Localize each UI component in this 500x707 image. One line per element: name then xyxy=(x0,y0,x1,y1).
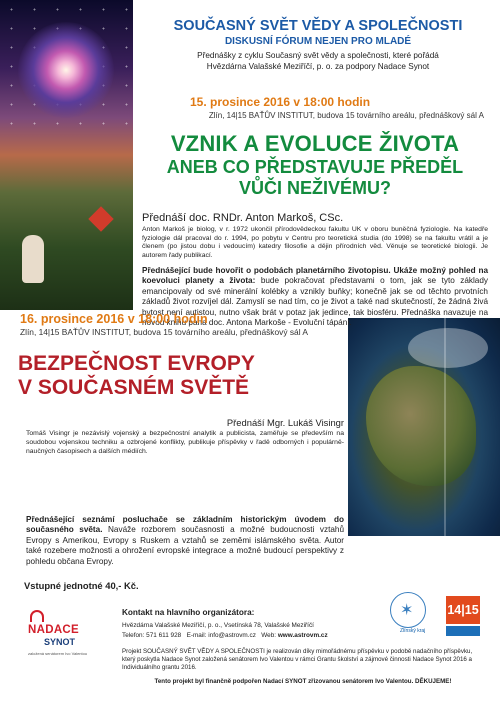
contact-phone: Telefon: 571 611 928 xyxy=(122,632,182,639)
talk1-speaker: Přednáší doc. RNDr. Anton Markoš, CSc. xyxy=(142,212,344,224)
logo-synot-tagline: založená senátorem Ivo Valentou xyxy=(28,651,88,656)
intro-line-1: Přednášky z cyklu Současný svět vědy a společnosti, které pořádá xyxy=(197,51,439,60)
intro-line-2: Hvězdárna Valašské Meziříčí, p. o. za podpory Nadace Synot xyxy=(206,62,430,71)
logo-nadace-text: NADACE xyxy=(28,624,79,636)
europe-satellite-image xyxy=(348,318,500,536)
talk1-title-line2: ANEB CO PŘEDSTAVUJE PŘEDĚL xyxy=(166,157,464,177)
contact-heading: Kontakt na hlavního organizátora: xyxy=(122,608,255,617)
talk2-abstract-body: Naváže rozborem současnosti a možné budoucnosti vztahů Evropy s Amerikou, Evropy s Ruskem a vztahů se zeměmi islámského světa. Autor také rozebere možnosti a ohrožení evropské integrace a možné budoucí perspektivy z pohledu občana Evropy. xyxy=(26,525,345,566)
galaxy-image xyxy=(18,22,114,118)
partner-logo-bar xyxy=(446,626,480,636)
entry-fee: Vstupné jednotné 40,- Kč. xyxy=(24,580,139,591)
talk1-title-line1: VZNIK A EVOLUCE ŽIVOTA xyxy=(170,131,460,156)
talk2-abstract-lead: Přednášející seznámí posluchače se základním historickým úvodem do současného světa. xyxy=(26,515,344,535)
series-subtitle: DISKUSNÍ FÓRUM NEJEN PRO MLADÉ xyxy=(224,36,412,47)
contact-line xyxy=(122,632,382,639)
nadace-arc-icon xyxy=(30,610,44,622)
contact-web-link[interactable]: www.astrovm.cz xyxy=(277,632,328,639)
talk1-abstract-body: bude pokračovat představami o tom, jak se tyto základy emancipovaly od své minerální kolébky a vznikly buňky; konečně jak se od těchto prvotních základů život rozvíjel dál. Zamyslí se nad tím, co je život a také nad skutečností, že žádná živá bytost není autistou, nutno však brát v potaz jak jedince, tak biosféru. Přednáška navazuje na novou knihu pana doc. Antona Markoše - Evoluční tápání. xyxy=(142,276,489,328)
talk1-speaker-bio: Anton Markoš je biolog, v r. 1972 ukončil přírodovědeckou fakultu UK v oboru buněčná fyziologie. Na katedře fyziologie dál pracoval do r. 1994, po pobytu v Centru pro teoretická studia (do 1998) se na fakultu vrátil a je členem (po jistou dobu i vedoucím) katedry filosofie a dějin přírodních věd. Věnuje se teoretické biologii. Je autorem řady publikací. xyxy=(142,226,488,259)
cloud-cover xyxy=(408,328,488,368)
footer-note: Projekt SOUČASNÝ SVĚT VĚDY A SPOLEČNOSTI je realizován díky mimořádnému příspěvku v podobě nadačního příspěvku, který poskytla Nadace Synot založená senátorem Ivo Valentou v rámci Grantu školství a zájmové činnosti Nadace Synot 2016 a Individuálního grantu 2016. xyxy=(122,648,473,672)
talk2-speaker-bio: Tomáš Visingr je nezávislý vojenský a bezpečnostní analytik a publicista, zaměřuje se především na soudobou vojenskou techniku a ozbrojené konflikty, publikuje příspěvky v řadě odborných i populárně-naučných časopisech a dalších médiích. xyxy=(26,430,344,455)
cover-image-child-with-kite xyxy=(0,0,133,310)
nadace-synot-logo xyxy=(24,610,96,662)
star-icon: ✶ xyxy=(400,602,414,619)
series-intro xyxy=(150,50,486,72)
europe-landmass xyxy=(366,366,476,486)
image-divider xyxy=(444,318,446,536)
talk1-date: 15. prosince 2016 v 18:00 hodin xyxy=(190,95,371,109)
talk2-abstract xyxy=(26,515,344,567)
child-figure xyxy=(22,235,44,283)
talk1-abstract-lead: Přednášející bude hovořit o podobách planetárního životopisu. Ukáže možný pohled na koevoluci planety a života: xyxy=(142,266,488,286)
talk2-title-line2: V SOUČASNÉM SVĚTĚ xyxy=(18,376,250,399)
kite-shape xyxy=(88,206,113,231)
zlinsky-kraj-logo: Zlínský kraj xyxy=(400,628,426,634)
talk2-venue: Zlín, 14|15 BAŤŮV INSTITUT, budova 15 továrního areálu, přednáškový sál A xyxy=(20,327,308,337)
hvezdarna-logo xyxy=(390,592,426,628)
talk1-venue: Zlín, 14|15 BAŤŮV INSTITUT, budova 15 továrního areálu, přednáškový sál A xyxy=(208,111,484,120)
talk2-date: 16. prosince 2016 v 18:00 hodin xyxy=(20,312,208,326)
contact-email[interactable]: E-mail: info@astrovm.cz xyxy=(186,632,256,639)
logo-synot-text: SYNOT xyxy=(44,637,76,647)
talk2-title-line1: BEZPEČNOST EVROPY xyxy=(18,352,255,375)
institut-1415-logo: 14|15 xyxy=(446,596,480,624)
contact-web-label: Web: xyxy=(261,632,277,639)
series-title: SOUČASNÝ SVĚT VĚDY A SPOLEČNOSTI xyxy=(173,18,463,34)
footer-thanks: Tento projekt byl finančně podpořen Nadací SYNOT zřizovanou senátorem Ivo Valentou. DĚKUJEME! xyxy=(154,678,452,685)
contact-address: Hvězdárna Valašské Meziříčí, p. o., Vsetínská 78, Valašské Meziříčí xyxy=(122,622,314,629)
talk1-title-line3: VŮČI NEŽIVÉMU? xyxy=(238,178,391,198)
talk2-speaker: Přednáší Mgr. Lukáš Visingr xyxy=(226,417,344,428)
